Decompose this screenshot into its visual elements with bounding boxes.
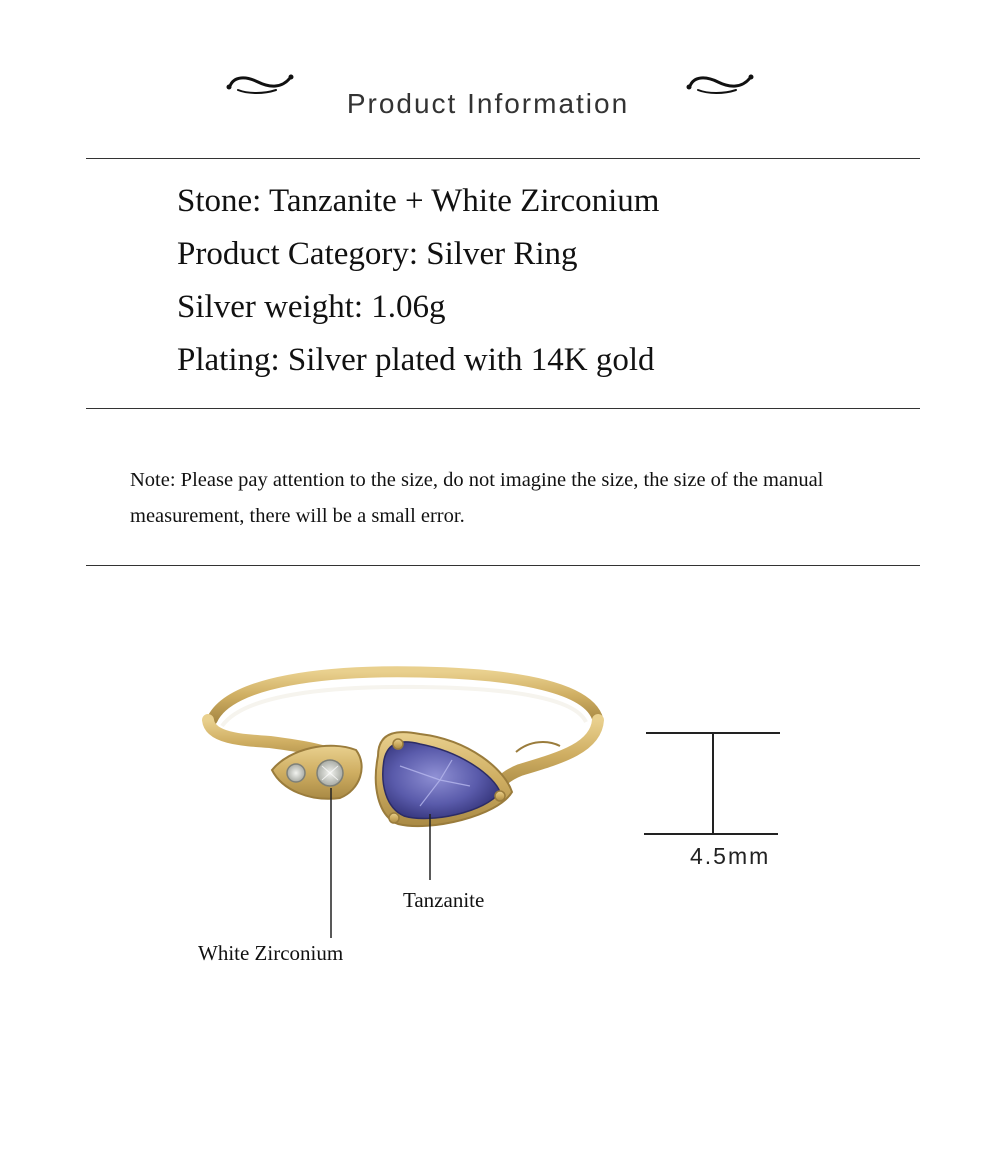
page-title: Product Information	[346, 88, 630, 119]
spec-plating: Plating: Silver plated with 14K gold	[177, 342, 655, 378]
spec-category: Product Category: Silver Ring	[177, 236, 578, 272]
divider-middle	[86, 408, 920, 409]
spec-stone: Stone: Tanzanite + White Zirconium	[177, 183, 660, 219]
callout-label-white-zirconium: White Zirconium	[198, 941, 344, 965]
size-note: Note: Please pay attention to the size, do not imagine the size, the size of the manual measurement, there will be a small error.	[130, 469, 824, 527]
ring-figure	[0, 580, 1000, 1000]
divider-top	[86, 158, 920, 159]
callout-label-tanzanite: Tanzanite	[403, 888, 485, 912]
divider-bottom	[86, 565, 920, 566]
dimension-label: 4.5mm	[690, 843, 771, 869]
zircon-stone-small	[287, 764, 305, 782]
spec-silver-weight: Silver weight: 1.06g	[177, 289, 446, 325]
ring-band-right	[496, 720, 598, 790]
